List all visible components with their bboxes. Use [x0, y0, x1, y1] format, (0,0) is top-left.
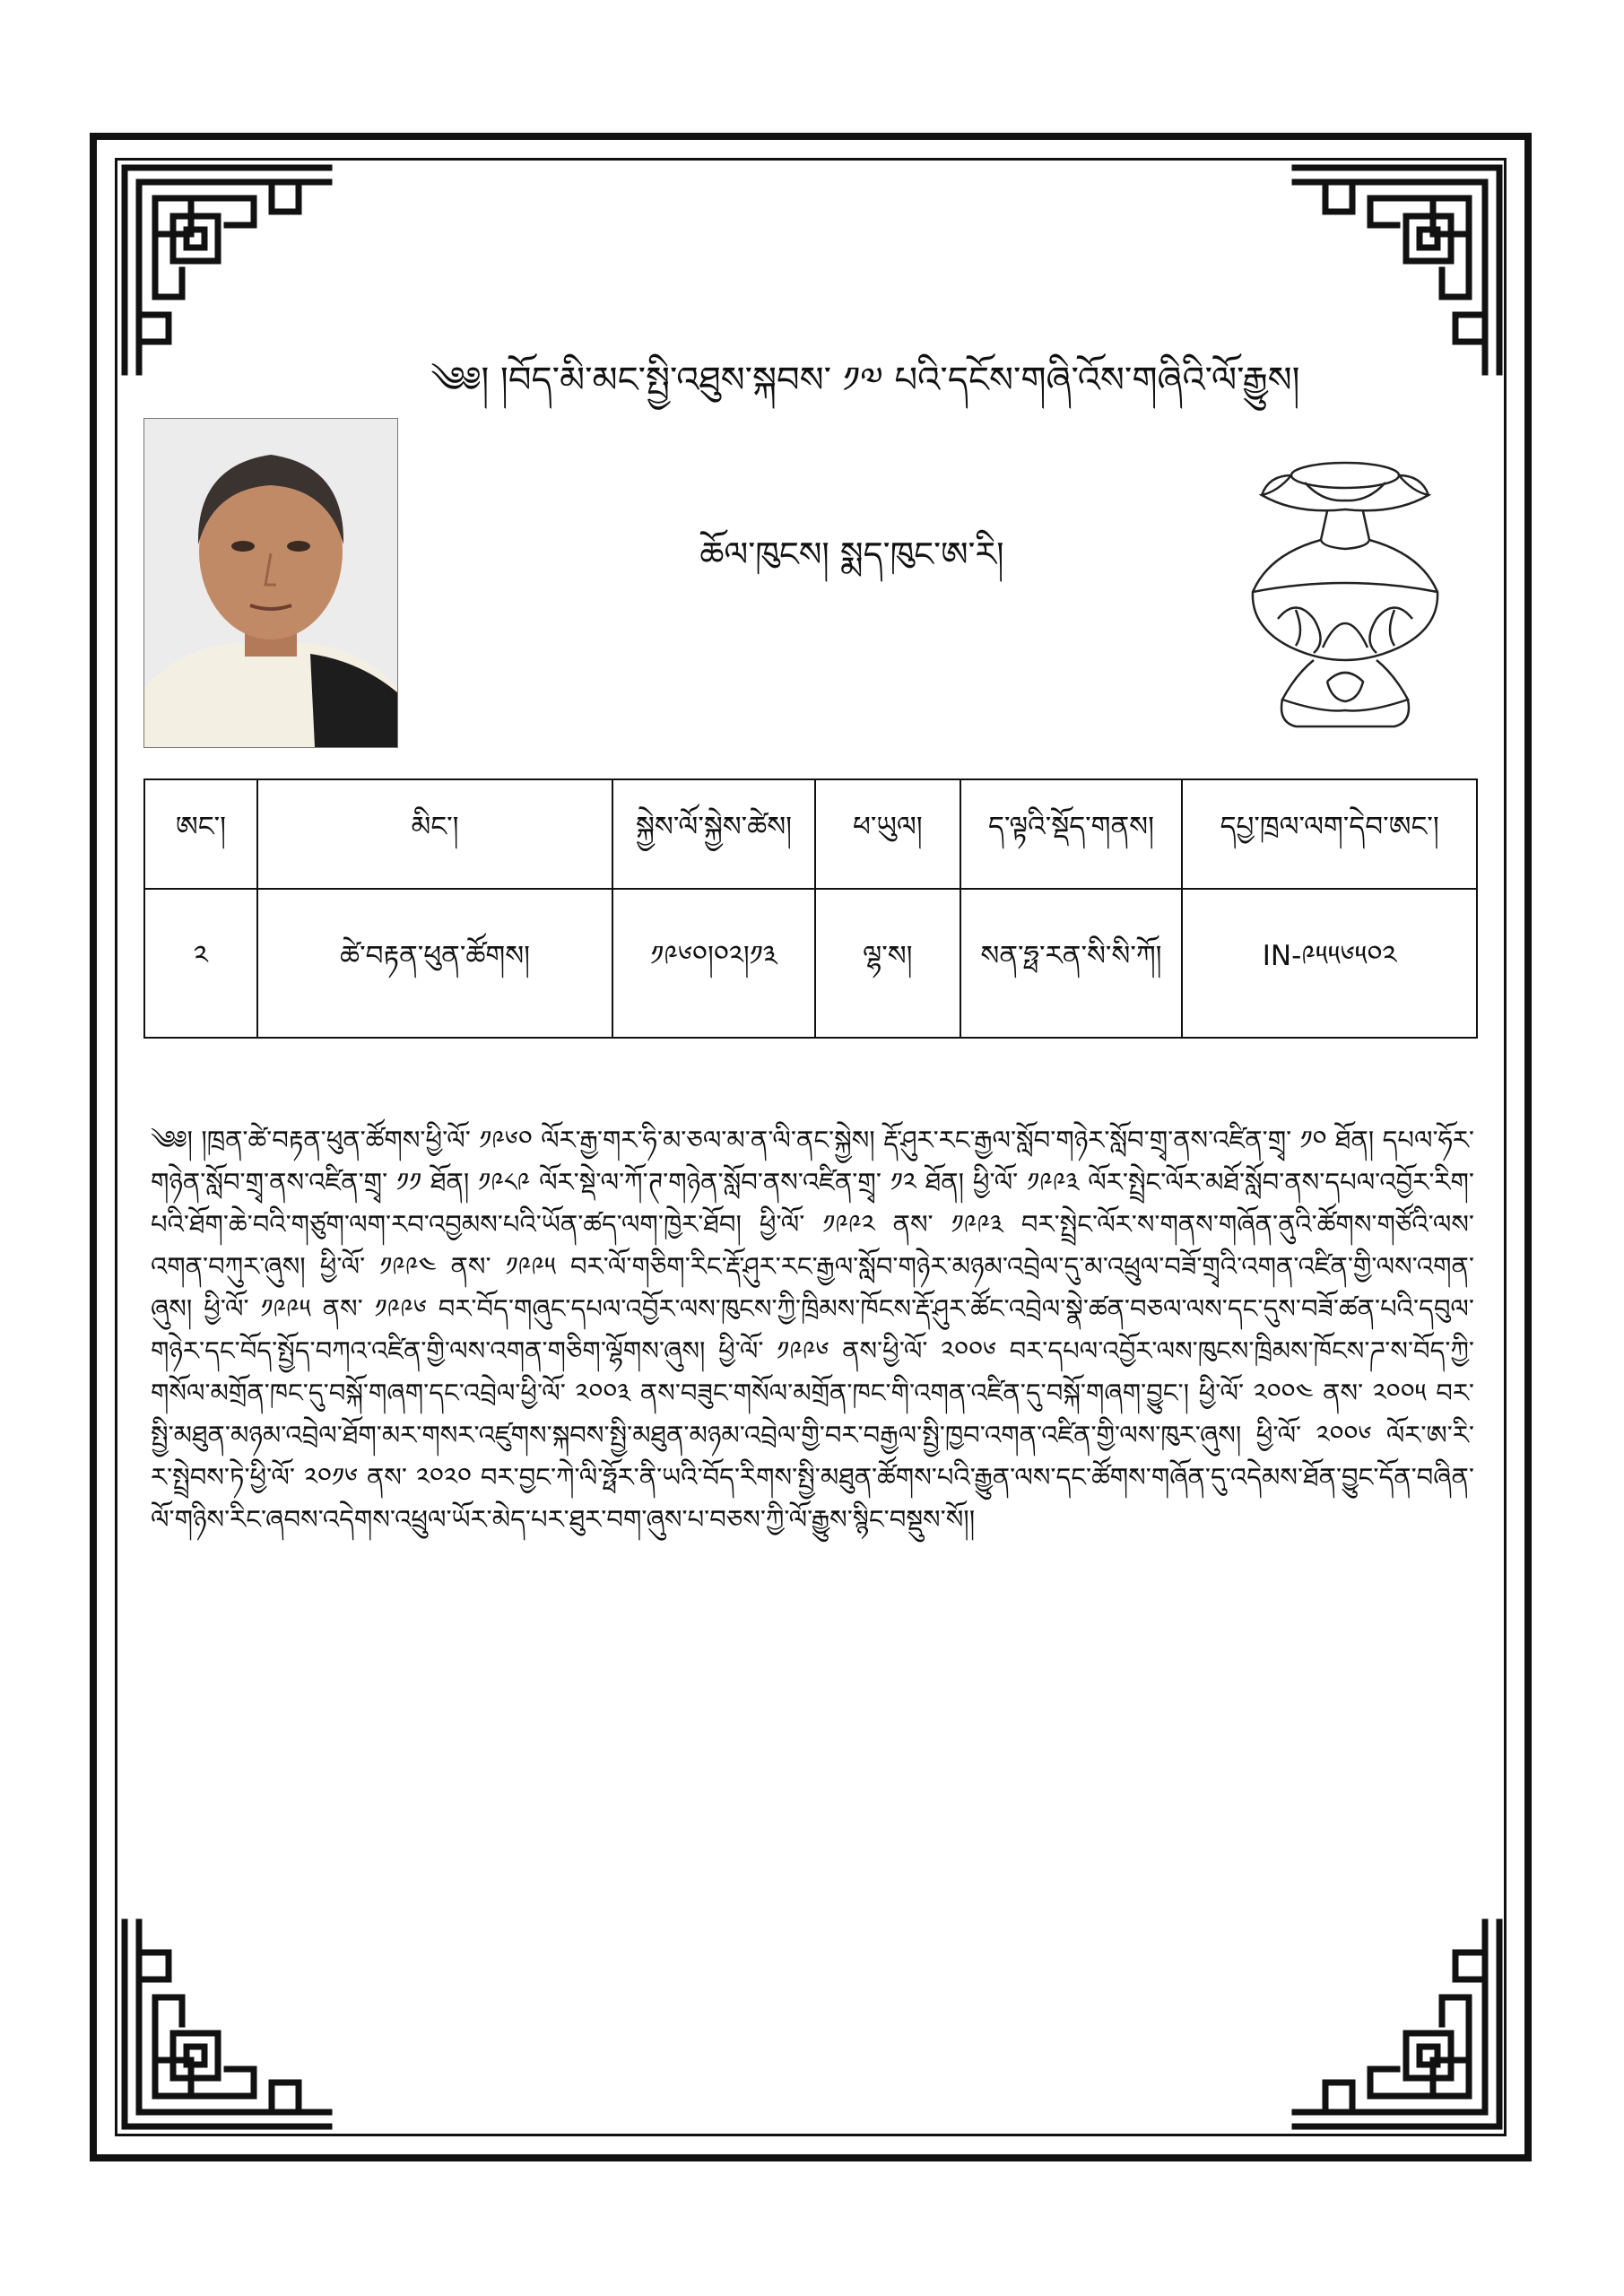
- header-native-place: ཕ་ཡུལ།: [815, 779, 960, 889]
- cell-number: ༢: [144, 889, 257, 1038]
- candidate-photo: [143, 418, 398, 748]
- cell-current-residence: སན་ཧྥ་རན་སི་སི་ཀོ།: [960, 889, 1183, 1038]
- cell-native-place: ལྷ་ས།: [815, 889, 960, 1038]
- cell-green-book-number: IN-༩༥༥༦༥༠༢: [1182, 889, 1477, 1038]
- document-title: ༄༅། །བོད་མི་མང་སྤྱི་འཐུས་སྐབས་ ༡༧ པའི་དངོས་གཞི་འོས་གཞིའི་ལོ་རྒྱུས།: [430, 360, 1300, 401]
- candidate-table: [143, 778, 1478, 1039]
- header-number: ཨང་།: [144, 779, 257, 889]
- table-header-row: [144, 779, 1477, 889]
- cell-name: ཚེ་བརྟན་ཕུན་ཚོགས།: [257, 889, 612, 1038]
- header-name: མིང་།: [257, 779, 612, 889]
- header-birth-date: སྐྱེས་ལོ་སྐྱེས་ཚེས།: [612, 779, 815, 889]
- header-green-book-number: དཔྱ་ཁྲལ་ལག་དེབ་ཨང་།: [1182, 779, 1477, 889]
- constituency-label: ཆོལ་ཁུངས། སྨད་ཁུང་ཨ་རི།: [699, 535, 1004, 574]
- corner-ornament-bottom-right: [1290, 1917, 1505, 2132]
- table-row: [144, 889, 1477, 1038]
- biography-text: ༄༅། །ཁྲན་ཚེ་བརྟན་ཕུན་ཚོགས་ཕྱི་ལོ་ ༡༩༦༠ ལོར་རྒྱ་གར་ཧི་མ་ཅལ་མ་ན་ལི་ནང་སྐྱེས། རྡོ་ཤུར་རང་རྒྱལ་སློབ་གཉེར་སློབ་གྲྭ་ནས་འཛིན་གྲྭ་ ༡༠ ཐོན། དཔལ་ཧོར་གཉེན་སློབ་གྲྭ་ནས་འཛིན་གྲྭ་ ༡༡ ཐོན། ༡༩༨༩ ལོར་སྡེ་ལ་ཀོ་ཊ་གཉེན་སློབ་ནས་འཛིན་གྲྭ་ ༡༢ ཐོན། ཕྱི་ལོ་ ༡༩༩༣ ལོར་སྤྲེང་ལོར་མཐོ་སློབ་ནས་དཔལ་འབྱོར་རིག་པའི་ཐོག་ཆེ་བའི་གཙུག་ལག་རབ་འབྱམས་པའི་ཡོན་ཚད་ལག་ཁྱེར་ཐོབ། ཕྱི་ལོ་ ༡༩༩༢ ནས་ ༡༩༩༣ བར་སྤྲེང་ལོར་ས་གནས་གཞོན་ནུའི་ཚོགས་གཙོའི་ལས་འགན་བཀུར་ཞུས། ཕྱི་ལོ་ ༡༩༩༤ ནས་ ༡༩༩༥ བར་ལོ་གཅིག་རིང་རྡོ་ཤུར་རང་རྒྱལ་སློབ་གཉེར་མཉམ་འབྲེལ་དུ་མ་འཕྲུལ་བཟོ་གྲྭའི་འགན་འཛིན་གྱི་ལས་འགན་ཞུས། ཕྱི་ལོ་ ༡༩༩༥ ནས་ ༡༩༩༦ བར་བོད་གཞུང་དཔལ་འབྱོར་ལས་ཁུངས་ཀྱི་ཁྲིམས་ཁོངས་རྡོ་ཤུར་ཚོང་འབྲེལ་སྣེ་ཚན་བཅལ་ལས་དང་དུས་བཟོ་ཚན་པའི་དབུལ་གཉེར་དང་བོད་སྤྱོད་བཀའ་འཛིན་གྱི་ལས་འགན་གཅིག་ལྷོགས་ཞུས། ཕྱི་ལོ་ ༡༩༩༦ ནས་ཕྱི་ལོ་ ༢༠༠༦ བར་དཔལ་འབྱོར་ལས་ཁུངས་ཁྲིམས་ཁོངས་ཌ་ས་བོད་ཀྱི་གསོལ་མགྲོན་ཁང་དུ་བསྐོ་གཞག་དང་འབྲེལ་ཕྱི་ལོ་ ༢༠༠༣ ནས་བཟུང་གསོལ་མགྲོན་ཁང་གི་འགན་འཛིན་དུ་བསྐོ་གཞག་བྱུང་། ཕྱི་ལོ་ ༢༠༠༤ ནས་ ༢༠༠༥ བར་སྤྱི་མཐུན་མཉམ་འབྲེལ་ཐོག་མར་གསར་འཛུགས་སྐབས་སྤྱི་མཐུན་མཉམ་འབྲེལ་གྱི་བར་བརྒྱལ་སྤྱི་ཁྱབ་འགན་འཛིན་གྱི་ལས་ཁུར་ཞུས། ཕྱི་ལོ་ ༢༠༠༦ ལོར་ཨ་རི་ར་སྤྲེབས་ཏེ་ཕྱི་ལོ་ ༢༠༡༦ ནས་ ༢༠༢༠ བར་བྱང་ཀེ་ལི་ཧྥོར་ནི་ཡའི་བོད་རིགས་སྤྱི་མཐུན་ཚོགས་པའི་རྒྱུན་ལས་དང་ཚོགས་གཞོན་དུ་འདེམས་ཐོན་བྱུང་དོན་བཞིན་ལོ་གཉིས་རིང་ཞབས་འདེགས་འཕྲུལ་ཡོར་མེད་པར་ཐུར་བག་ཞུས་པ་བཅས་ཀྱི་ལོ་རྒྱུས་སྙིང་བསྡུས་སོ།།: [151, 1125, 1474, 1535]
- corner-ornament-bottom-left: [119, 1917, 334, 2132]
- header-current-residence: ད་ལྟའི་སྡོད་གནས།: [960, 779, 1183, 889]
- treasure-vase-emblem: [1242, 439, 1448, 740]
- cell-birth-date: ༡༩༦༠།༠༢།༡༣: [612, 889, 815, 1038]
- corner-ornament-top-left: [119, 162, 334, 378]
